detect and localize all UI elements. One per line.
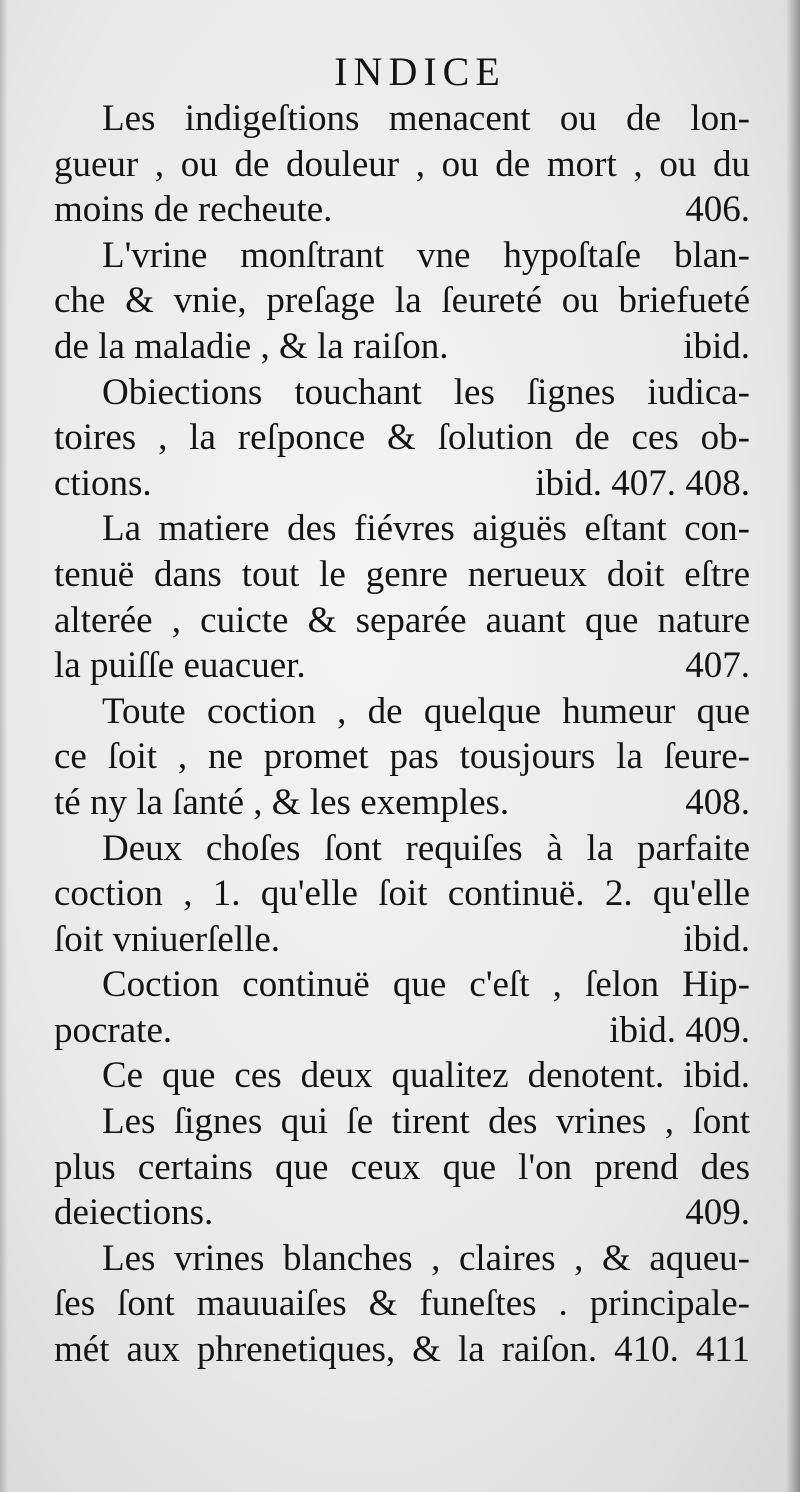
entry-line-text: de la maladie , & la raiſon.: [54, 325, 449, 367]
entry-line: toires , la reſponce & ſolution de ces ob-: [54, 417, 750, 459]
page-reference: 406.: [685, 189, 750, 231]
entry-line-text: moins de recheute.: [54, 189, 333, 231]
index-entry: [54, 1236, 750, 1373]
entry-last-line: [54, 917, 750, 963]
entry-line: Toute coction , de quelque humeur que: [102, 690, 750, 732]
entry-last-line: [54, 643, 750, 689]
index-entry: [54, 826, 750, 963]
entry-line-text: pocrate.: [54, 1009, 173, 1051]
page-reference: 408.: [685, 781, 750, 823]
index-entry: [54, 1099, 750, 1236]
entry-line: Obiections touchant les ſignes iudica-: [102, 371, 750, 413]
entry-line: ſes ſont mauuaiſes & funeſtes . principale-: [54, 1283, 750, 1325]
page-reference: ibid. 409.: [609, 1009, 750, 1051]
running-header: INDICE: [334, 49, 506, 94]
index-entries: [54, 96, 750, 1373]
page-shadow-right: [786, 0, 800, 1492]
entry-line: plus certains que ceux que l'on prend des: [54, 1146, 750, 1188]
index-entry: [54, 962, 750, 1053]
entry-line: ce ſoit , ne promet pas tousjours la ſeure-: [54, 736, 750, 778]
entry-line: gueur , ou de douleur , ou de mort , ou du: [54, 143, 750, 185]
index-entry: [54, 506, 750, 688]
entry-line: Les vrines blanches , claires , & aqueu-: [102, 1237, 750, 1279]
entry-line-text: deiections.: [54, 1192, 214, 1234]
entry-line: tenuë dans tout le genre nerueux doit eſtre: [54, 553, 750, 595]
entry-last-line: [54, 780, 750, 826]
page-shadow-left: [0, 0, 8, 1492]
entry-line: L'vrine monſtrant vne hypoſtaſe blan-: [102, 234, 750, 276]
page-reference: 407.: [685, 645, 750, 687]
entry-line: Les indigeſtions menacent ou de lon-: [102, 98, 750, 139]
index-entry: [54, 689, 750, 826]
entry-line: Les ſignes qui ſe tirent des vrines , ſont: [102, 1101, 750, 1143]
page-reference: ibid. 407. 408.: [535, 462, 750, 504]
entry-line: La matiere des fiévres aiguës eſtant con-: [102, 508, 750, 550]
index-entry: [54, 233, 750, 370]
entry-last-line: [54, 324, 750, 370]
entry-last-line: [54, 1190, 750, 1236]
entry-line-text: ctions.: [54, 462, 152, 504]
index-entry: [54, 1053, 750, 1099]
entry-last-line: [54, 187, 750, 233]
page-reference: ibid.: [683, 918, 750, 960]
entry-line: alterée , cuicte & separée auant que nature: [54, 599, 750, 641]
entry-last-line: [54, 1008, 750, 1054]
entry-line-text: ſoit vniuerſelle.: [54, 918, 281, 960]
index-entry: [54, 370, 750, 507]
entry-line: che & vnie, preſage la ſeureté ou briefueté: [54, 280, 750, 322]
entry-line: mét aux phrenetiques, & la raiſon. 410. 411: [54, 1329, 750, 1371]
entry-line: coction , 1. qu'elle ſoit continuë. 2. qu'elle: [54, 873, 750, 915]
entry-last-line: [54, 461, 750, 507]
page-reference: 409.: [685, 1192, 750, 1234]
entry-line: Deux choſes ſont requiſes à la parfaite: [102, 827, 750, 869]
entry-line-text: té ny la ſanté , & les exemples.: [54, 781, 510, 823]
entry-line: Ce que ces deux qualitez denotent. ibid.: [102, 1055, 750, 1097]
page-reference: ibid.: [683, 325, 750, 367]
entry-line: Coction continuë que c'eſt , ſelon Hip-: [102, 964, 750, 1006]
entry-line-text: la puiſſe euacuer.: [54, 645, 306, 687]
index-entry: [54, 96, 750, 233]
